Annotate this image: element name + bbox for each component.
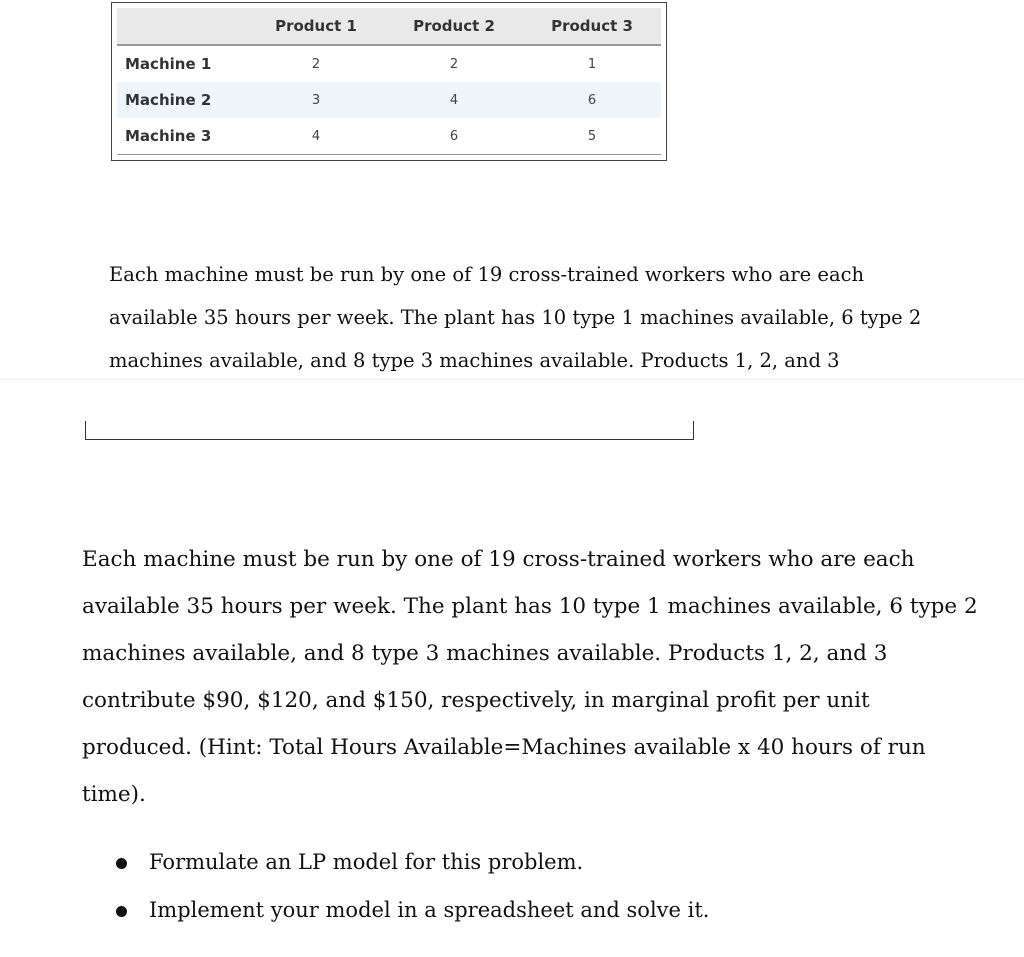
empty-bracket-box	[85, 421, 694, 440]
machine-hours-table-frame	[111, 2, 667, 161]
section-divider	[0, 378, 1024, 384]
table-cell: 5	[523, 118, 661, 155]
task-text: Formulate an LP model for this problem.	[149, 850, 584, 874]
table-cell: 2	[449, 56, 459, 72]
paragraph-line: available 35 hours per week. The plant has 10 type 1 machines available, 6 type 2	[82, 594, 978, 619]
bullet-icon	[116, 906, 127, 917]
table-cell: 2	[311, 56, 321, 72]
problem-paragraph-excerpt	[109, 253, 939, 382]
table-header-row	[117, 8, 661, 45]
task-item	[112, 886, 709, 934]
table-row	[117, 82, 661, 118]
column-header-product-1: Product 1	[247, 8, 385, 45]
paragraph-line: machines available, and 8 type 3 machines available. Products 1, 2, and 3	[82, 641, 888, 666]
machine-hours-table	[117, 8, 661, 155]
table-cell: 1	[587, 56, 597, 72]
table-corner-header	[117, 8, 247, 45]
table-cell: 6	[523, 82, 661, 118]
row-label-machine-2: Machine 2	[117, 82, 247, 118]
table-cell: 4	[385, 82, 523, 118]
table-cell: 6	[385, 118, 523, 155]
paragraph-line: time).	[82, 782, 146, 807]
table-row	[117, 118, 661, 155]
paragraph-line: Each machine must be run by one of 19 cross-trained workers who are each	[109, 263, 865, 286]
table-cell: 3	[247, 82, 385, 118]
task-list	[112, 838, 709, 934]
paragraph-line: Each machine must be run by one of 19 cross-trained workers who are each	[82, 547, 915, 572]
paragraph-line: produced. (Hint: Total Hours Available=Machines available x 40 hours of run	[82, 735, 926, 760]
task-text: Implement your model in a spreadsheet and solve it.	[149, 898, 710, 922]
paragraph-line: machines available, and 8 type 3 machines available. Products 1, 2, and 3	[109, 349, 840, 372]
table-cell: 4	[247, 118, 385, 155]
paragraph-line: available 35 hours per week. The plant has 10 type 1 machines available, 6 type 2	[109, 306, 922, 329]
bullet-icon	[116, 858, 127, 869]
column-header-product-3: Product 3	[523, 8, 661, 45]
problem-paragraph	[82, 536, 982, 818]
row-label-machine-3: Machine 3	[117, 118, 247, 155]
table-row	[117, 45, 661, 82]
column-header-product-2: Product 2	[385, 8, 523, 45]
paragraph-line: contribute $90, $120, and $150, respectively, in marginal profit per unit	[82, 688, 870, 713]
task-item	[112, 838, 709, 886]
row-label-machine-1: Machine 1	[125, 55, 212, 73]
